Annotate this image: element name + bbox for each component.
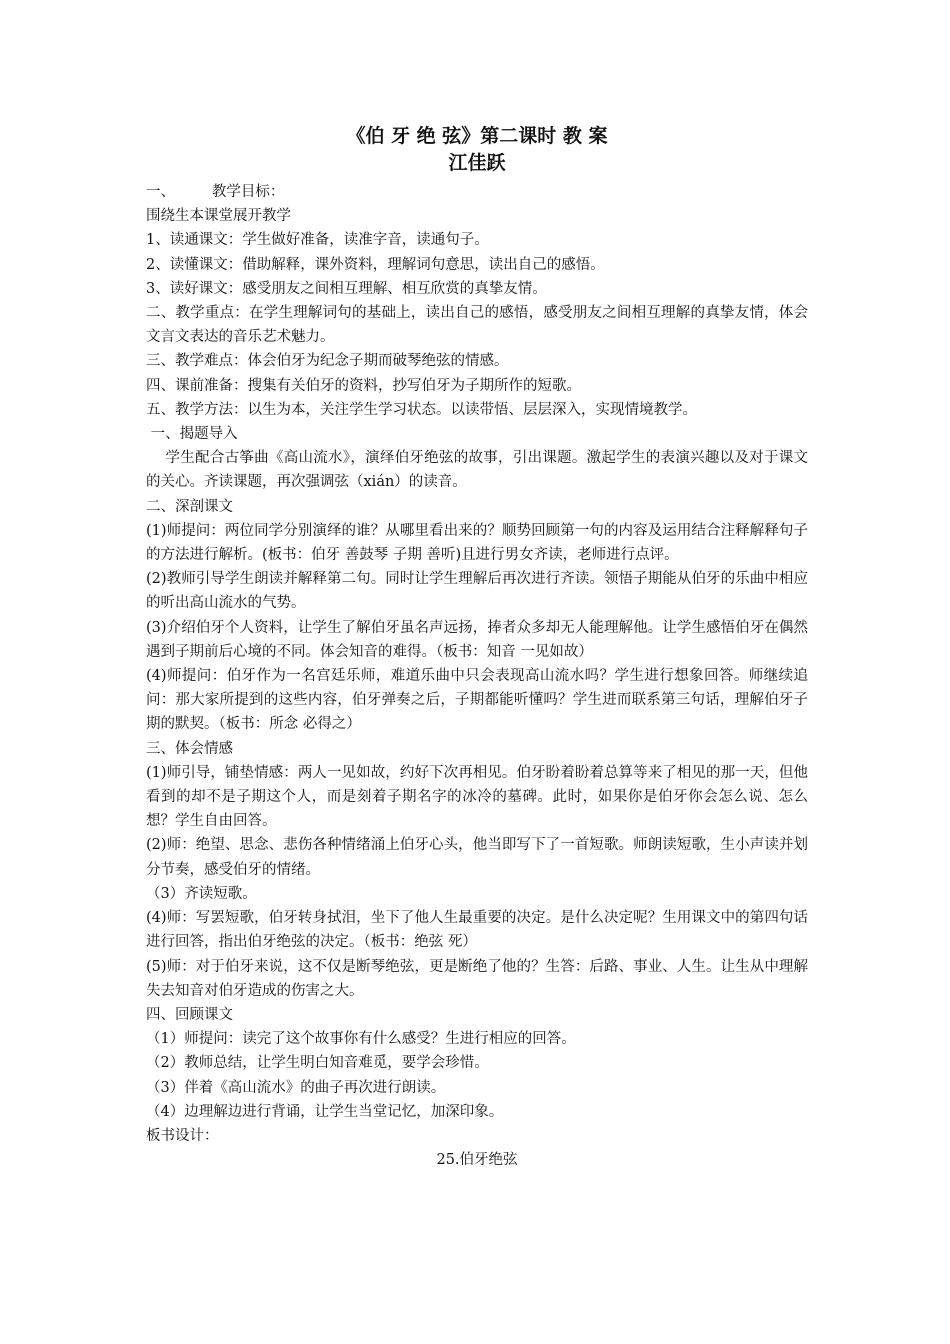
- paragraph: (1)师引导，铺垫情感：两人一见如故，约好下次再相见。伯牙盼着盼着总算等来了相见的那一天，但他看到的却不是子期这个人，而是刻着子期名字的冰冷的墓碑。此时，如果你是伯牙你会怎么说、怎么想？学生自由回答。: [146, 764, 808, 830]
- paragraph: 五、教学方法：以生为本，关注学生学习状态。以读带悟、层层深入，实现情境教学。: [146, 401, 697, 418]
- paragraph: 2、读懂课文：借助解释，课外资料，理解词句意思，读出自己的感悟。: [146, 256, 605, 273]
- document-title: 《伯 牙 绝 弦》第二课时 教 案: [346, 125, 608, 147]
- paragraph: (1)师提问：两位同学分别演绎的谁？从哪里看出来的？顺势回顾第一句的内容及运用结合注释解释句子的方法进行解析。(板书：伯牙 善鼓琴 子期 善听)且进行男女齐读，老师进行点评。: [146, 522, 808, 564]
- paragraph: 板书设计：: [146, 1127, 219, 1144]
- paragraph: 围绕生本课堂展开教学: [146, 208, 291, 225]
- paragraph: (4)师：写罢短歌，伯牙转身拭泪，坐下了他人生最重要的决定。是什么决定呢？生用课文中的第四句话进行回答，指出伯牙绝弦的决定。（板书：绝弦 死）: [146, 910, 808, 951]
- paragraph: (3)介绍伯牙个人资料，让学生了解伯牙虽名声远扬，捧者众多却无人能理解他。让学生感悟伯牙在偶然遇到子期前后心境的不同。体会知音的难得。（板书：知音 一见如故）: [146, 619, 808, 660]
- paragraph: （1）师提问：读完了这个故事你有什么感受？生进行相应的回答。: [146, 1031, 576, 1048]
- section-heading: 四、回顾课文: [146, 1006, 233, 1023]
- paragraph: (2)师：绝望、思念、悲伤各种情绪涌上伯牙心头，他当即写下了一首短歌。师朗读短歌，生小声读并划分节奏，感受伯牙的情绪。: [146, 837, 808, 878]
- paragraph: 一、 教学目标：: [146, 184, 285, 200]
- paragraph: （4）边理解边进行背诵，让学生当堂记忆，加深印象。: [146, 1103, 504, 1120]
- paragraph: 四、课前准备：搜集有关伯牙的资料，抄写伯牙为子期所作的短歌。: [146, 377, 581, 394]
- paragraph: (5)师：对于伯牙来说，这不仅是断琴绝弦，更是断绝了他的？生答：后路、事业、人生。让生从中理解失去知音对伯牙造成的伤害之大。: [146, 958, 808, 999]
- section-heading: 一、揭题导入: [146, 426, 238, 443]
- document-page: [146, 122, 808, 1172]
- paragraph: 三、教学难点：体会伯牙为纪念子期而破琴绝弦的情感。: [146, 353, 509, 370]
- section-heading: 二、深剖课文: [146, 498, 233, 515]
- paragraph: (4)师提问：伯牙作为一名宫廷乐师，难道乐曲中只会表现高山流水吗？学生进行想象回答。师继续追问：那大家所提到的这些内容，伯牙弹奏之后，子期都能听懂吗？学生进而联系第三句话，理解伯牙子期的默契。（板书：所念 必得之）: [146, 668, 808, 733]
- paragraph: (2)教师引导学生朗读并解释第二句。同时让学生理解后再次进行齐读。领悟子期能从伯牙的乐曲中相应的听出高山流水的气势。: [146, 571, 808, 612]
- blackboard-title: 25.伯牙绝弦: [436, 1152, 518, 1169]
- paragraph: 1、读通课文：学生做好准备，读准字音，读通句子。: [146, 232, 489, 249]
- document-body: [146, 180, 808, 1172]
- paragraph: （2）教师总结，让学生明白知音难觅，要学会珍惜。: [146, 1055, 489, 1072]
- paragraph: 学生配合古筝曲《高山流水》，演绎伯牙绝弦的故事，引出课题。激起学生的表演兴趣以及对于课文的关心。齐读课题，再次强调弦（xián）的读音。: [146, 450, 808, 491]
- paragraph: 二、教学重点：在学生理解词句的基础上，读出自己的感悟，感受朋友之间相互理解的真挚友情，体会文言文表达的音乐艺术魅力。: [146, 305, 808, 346]
- section-heading: 三、体会情感: [146, 740, 233, 757]
- document-author: 江佳跃: [448, 152, 506, 174]
- paragraph: 3、读好课文：感受朋友之间相互理解、相互欣赏的真挚友情。: [146, 280, 547, 297]
- paragraph: （3）伴着《高山流水》的曲子再次进行朗读。: [146, 1079, 446, 1096]
- paragraph: （3）齐读短歌。: [146, 885, 257, 902]
